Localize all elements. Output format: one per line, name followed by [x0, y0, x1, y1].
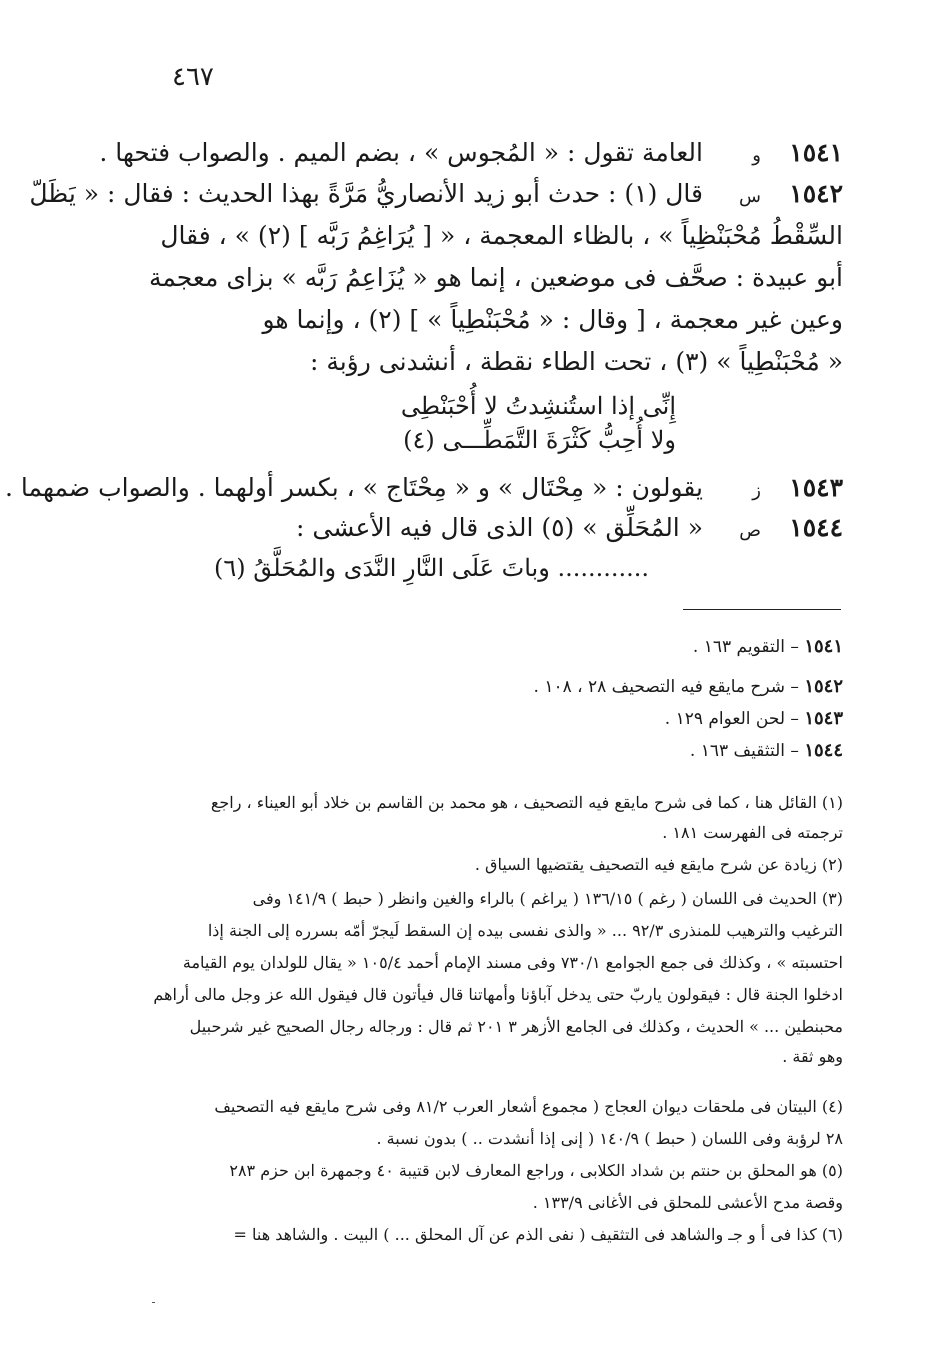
source-number: ١٥٤٤	[804, 740, 843, 761]
footnote-line: احتسبته » ، وكذلك فى جمع الجوامع ٧٣٠/١ وفى مسند الإمام أحمد ١٠٥/٤ « يقال للولدان يوم القيامة	[182, 953, 843, 972]
footnote-line: ٢٨ لرؤبة وفى اللسان ( حبط ) ١٤٠/٩ ( إنى إذا أنشدت .. ) بدون نسبة .	[376, 1129, 843, 1148]
source-number: ١٥٤٣	[804, 708, 843, 729]
entry-text-line: أبو عبيدة : صحَّف فى موضعين ، إنما هو « يُزَاعِمُ رَبَّه » بزاى معجمة	[148, 263, 843, 292]
entry-number: ١٥٤١	[789, 138, 843, 167]
verse-line: ............ وباتَ عَلَى النَّارِ النَّدَى والمُحَلَّقُ (٦)	[213, 554, 649, 582]
footnote-line: ترجمته فى الفهرست ١٨١ .	[662, 823, 843, 842]
entry-text-line: السِّقْطُ مُحْبَنْظِياً » ، بالظاء المعجمة ، « [ يُرَاغِمُ رَبَّه ] (٢) » ، فقال	[160, 221, 843, 250]
footnote-divider	[683, 609, 841, 610]
footnote-line: (٣) الحديث فى اللسان ( رغم ) ١٣٦/١٥ ( يراغم ) بالراء والغين وانظر ( حبط ) ١٤١/٩ وفى	[252, 889, 843, 908]
source-text: – لحن العوام ١٢٩ .	[664, 709, 799, 729]
source-text: – التثقيف ١٦٣ .	[689, 741, 799, 761]
source-number: ١٥٤١	[804, 636, 843, 657]
entry-1544	[296, 510, 843, 549]
source-line	[534, 674, 844, 700]
source-number: ١٥٤٢	[804, 676, 843, 697]
page-number: ٤٦٧	[172, 62, 214, 92]
footnote-line: (٥) هو المحلق بن حنتم بن شداد الكلابى ، وراجع المعارف لابن قتيبة ٤٠ وجمهرة ابن حزم ٢٨٣	[229, 1161, 843, 1180]
source-line	[665, 706, 843, 732]
entry-1542	[29, 176, 843, 215]
source-line	[690, 738, 843, 764]
entry-number: ١٥٤٢	[789, 179, 843, 208]
entry-text-line: « مُحْبَنْطِياً » (٣) ، تحت الطاء نقطة ، أنشدنى رؤبة :	[309, 347, 843, 376]
footnote-line: وهو ثقة .	[782, 1047, 843, 1066]
entry-code: ص	[739, 520, 761, 541]
entry-number: ١٥٤٣	[789, 473, 843, 502]
verse-line: ولا أُحِبُّ كَثْرَةَ التَّمَطِّـــى (٤)	[403, 426, 676, 454]
entry-number: ١٥٤٤	[789, 513, 843, 542]
entry-text-line: وعين غير معجمة ، [ وقال : « مُحْبَنْطِياً » ] (٢) ، وإنما هو	[262, 305, 843, 334]
footnote-line: ادخلوا الجنة قال : فيقولون ياربّ حتى يدخل آباؤنا وأمهاتنا قال فيأتون قال فيقول الله عز وجل مالى أراهم	[153, 985, 843, 1004]
entry-1541	[99, 135, 843, 174]
footnote-line: (٢) زيادة عن شرح مايقع فيه التصحيف يقتضيها السياق .	[474, 855, 843, 874]
scan-speck	[152, 1302, 155, 1303]
entry-text: يقولون : « مِحْتَال » و « مِحْتَاج » ، بكسر أولهما . والصواب ضمهما .	[4, 473, 703, 502]
footnote-line: وقصة مدح الأعشى للمحلق فى الأغانى ١٣٣/٩ .	[532, 1193, 843, 1212]
entry-code: ز	[752, 480, 761, 501]
entry-text: « المُحَلِّق » (٥) الذى قال فيه الأعشى :	[296, 513, 703, 542]
entry-code: و	[752, 145, 761, 166]
source-text: – التقويم ١٦٣ .	[692, 637, 799, 657]
source-text: – شرح مايقع فيه التصحيف ٢٨ ، ١٠٨ .	[533, 677, 799, 697]
footnote-line: محبنطين ... » الحديث ، وكذلك فى الجامع الأزهر ٣ ٢٠١ ثم قال : ورجاله رجال الصحيح غير شرحبيل	[189, 1017, 843, 1036]
entry-1543	[5, 470, 843, 509]
entry-text: قال (١) : حدث أبو زيد الأنصاريُّ مَرَّةً بهذا الحديث : فقال : « يَظَلّ	[29, 179, 703, 208]
entry-text: العامة تقول : « المُجوس » ، بضم الميم . والصواب فتحها .	[99, 138, 703, 167]
footnote-line: (٤) البيتان فى ملحقات ديوان العجاج ( مجموع أشعار العرب ٨١/٢ وفى شرح مايقع فيه التصحيف	[214, 1097, 843, 1116]
verse-line: إِنِّى إذا استُنشِدتُ لا أُحْبَنْطِى	[400, 392, 676, 420]
source-line	[693, 634, 843, 660]
footnote-line: الترغيب والترهيب للمنذرى ٩٢/٣ ... « والذى نفسى بيده إن السقط لَيجرّ أمّه بسرره إلى الجنة إذا	[207, 921, 843, 940]
footnote-line: (١) القائل هنا ، كما فى شرح مايقع فيه التصحيف ، هو محمد بن القاسم بن خلاد أبو العيناء ، راجع	[210, 793, 843, 812]
entry-code: س	[739, 186, 761, 207]
footnote-line: (٦) كذا فى أ و جـ والشاهد فى التثقيف ( نفى الذم عن آل المحلق ... ) البيت . والشاهد هنا =	[233, 1225, 843, 1244]
